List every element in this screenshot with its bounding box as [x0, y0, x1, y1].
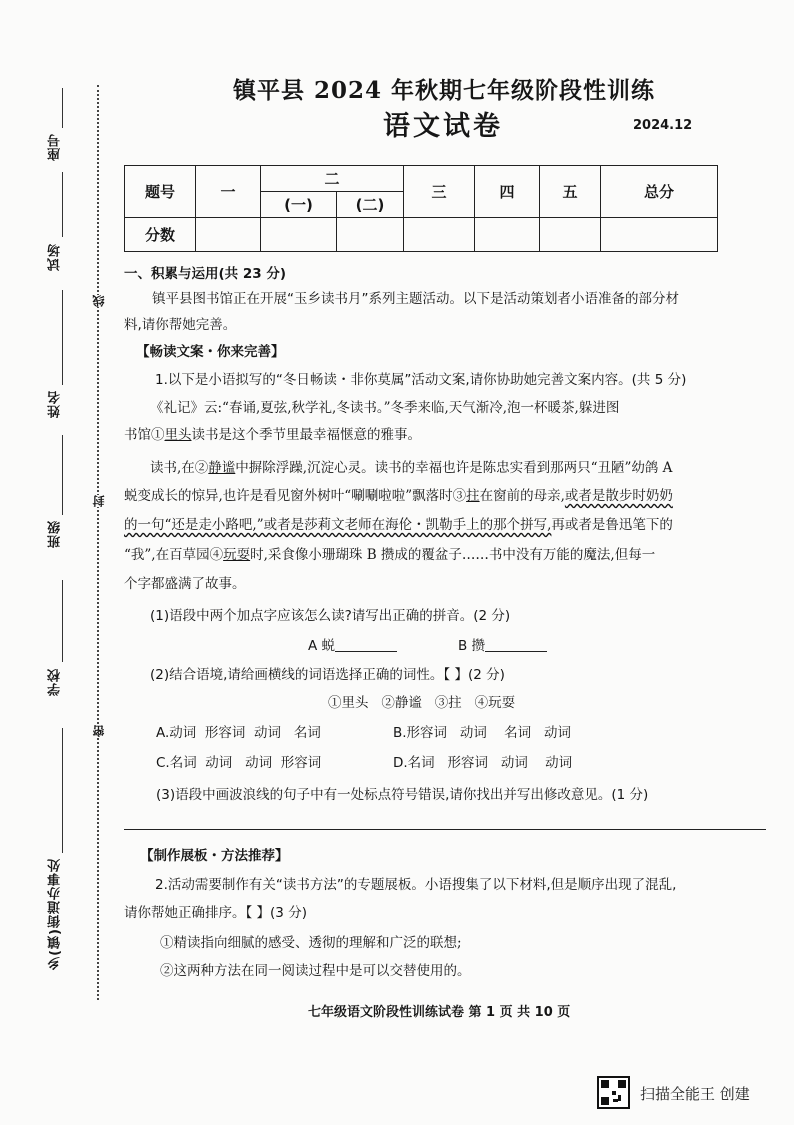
- score-header-q2-part1: (一): [261, 192, 337, 218]
- seat-line: [62, 88, 63, 128]
- name-label: 姓名: [48, 390, 63, 418]
- text-segment: 蜕变成长的惊异,也许是看见窗外树叶“唰唰啦啦”飘落时③: [124, 488, 467, 504]
- intro-line-2: 料,请你帮她完善。: [124, 317, 237, 333]
- score-table: [124, 165, 718, 252]
- answer-divider: [124, 829, 766, 830]
- passage-2-line-2: [124, 483, 770, 509]
- wavy-sentence: 的一句“还是走小路吧,”或者是莎莉文老师在海伦・凯勒手上的那个拼写,: [124, 517, 552, 533]
- text-segment: 时,采食像小珊瑚珠 B 攒成的覆盆子……书中没有万能的魔法,但每一: [250, 547, 656, 563]
- score-cell[interactable]: [337, 218, 404, 252]
- question-1-3: (3)语段中画波浪线的句子中有一处标点符号错误,请你找出并写出修改意见。(1 分): [156, 787, 649, 803]
- material-2: ②这两种方法在同一阅读过程中是可以交替使用的。: [160, 963, 471, 979]
- scanner-watermark: 扫描全能王 创建: [640, 1085, 750, 1103]
- subsection-heading-2: 【制作展板・方法推荐】: [140, 848, 289, 864]
- underlined-word: 里头: [164, 427, 192, 443]
- pinyin-a-blank[interactable]: [335, 637, 397, 652]
- score-cell[interactable]: [404, 218, 475, 252]
- township-label: 乡(镇)街道办事处: [48, 858, 63, 970]
- underlined-word: 静谧: [208, 460, 236, 476]
- score-cell[interactable]: [261, 218, 337, 252]
- name-line: [62, 290, 63, 385]
- pinyin-a: [308, 633, 397, 659]
- subsection-heading: 【畅读文案・你来完善】: [136, 344, 285, 360]
- qr-code-icon: [597, 1076, 630, 1109]
- text-segment: 书馆①: [124, 427, 165, 443]
- school-label: 学校: [48, 668, 63, 696]
- option-a[interactable]: A.动词 形容词 动词 名词: [156, 725, 321, 741]
- text-segment: “我”,在百草园④: [124, 547, 224, 563]
- passage-1-line-2: [124, 422, 770, 448]
- passage-2-line-1: [150, 455, 794, 481]
- score-header-q5: 五: [540, 166, 601, 218]
- option-d[interactable]: D.名词 形容词 动词 动词: [393, 755, 573, 771]
- score-cell[interactable]: [540, 218, 601, 252]
- wavy-sentence: 或者是散步时奶奶: [564, 488, 673, 504]
- score-row-label: 分数: [125, 218, 196, 252]
- pinyin-b-blank[interactable]: [485, 637, 547, 652]
- score-cell[interactable]: [601, 218, 718, 252]
- exam-room-label: 试场: [48, 243, 63, 271]
- passage-2-line-5: 个字都盛满了故事。: [124, 576, 246, 592]
- exam-title: 镇平县 2024 年秋期七年级阶段性训练: [233, 77, 656, 104]
- material-1: ①精读指向细腻的感受、透彻的理解和广泛的联想;: [160, 935, 462, 951]
- score-cell[interactable]: [475, 218, 540, 252]
- score-header-q3: 三: [404, 166, 475, 218]
- pinyin-b: [458, 633, 547, 659]
- question-1-1: (1)语段中两个加点字应该怎么读?请写出正确的拼音。(2 分): [150, 608, 511, 624]
- class-label: 班级: [48, 520, 63, 548]
- passage-2-line-4: [124, 542, 770, 568]
- pinyin-a-label: A 蜕: [308, 638, 336, 654]
- score-header-q4: 四: [475, 166, 540, 218]
- section-heading: 一、积累与运用(共 23 分): [124, 266, 287, 282]
- question-1-2: (2)结合语境,请给画横线的词语选择正确的词性。【 】(2 分): [150, 667, 505, 683]
- score-header-q2-part2: (二): [337, 192, 404, 218]
- word-list: ①里头 ②静谧 ③拄 ④玩耍: [328, 695, 516, 711]
- score-header-total: 总分: [601, 166, 718, 218]
- intro-line-1: 镇平县图书馆正在开展“玉乡读书月”系列主题活动。以下是活动策划者小语准备的部分材: [152, 291, 679, 307]
- underlined-word: 玩耍: [223, 547, 251, 563]
- text-segment: 中摒除浮躁,沉淀心灵。读书的幸福也许是陈忠实看到那两只“丑陋”幼鸽 A: [235, 460, 673, 476]
- text-segment: 在窗前的母亲,: [479, 488, 565, 504]
- question-2-line-2: 请你帮她正确排序。【 】(3 分): [124, 905, 307, 921]
- page-footer: 七年级语文阶段性训练试卷 第 1 页 共 10 页: [308, 1005, 571, 1020]
- cut-mark-seal: 封: [92, 495, 106, 507]
- passage-1-line-1: 《礼记》云:“春诵,夏弦,秋学礼,冬读书。”冬季来临,天气渐冷,泡一杯暖茶,躲进图: [150, 400, 620, 416]
- score-header-q1: 一: [196, 166, 261, 218]
- cut-mark-line: 线: [92, 295, 106, 307]
- option-b[interactable]: B.形容词 动词 名词 动词: [393, 725, 571, 741]
- pinyin-b-label: B 攒: [458, 638, 486, 654]
- text-segment: 再或者是鲁迅笔下的: [551, 517, 673, 533]
- option-c[interactable]: C.名词 动词 动词 形容词: [156, 755, 322, 771]
- passage-2-line-3: [124, 512, 770, 538]
- text-segment: 读书是这个季节里最幸福惬意的雅事。: [191, 427, 421, 443]
- question-1: 1.以下是小语拟写的“冬日畅读・非你莫属”活动文案,请你协助她完善文案内容。(共 5 分): [155, 372, 687, 388]
- underlined-word: 拄: [466, 488, 480, 504]
- exam-date: 2024.12: [633, 118, 693, 133]
- question-2-line-1: 2.活动需要制作有关“读书方法”的专题展板。小语搜集了以下材料,但是顺序出现了混乱,: [155, 877, 677, 893]
- score-header-q2: 二: [261, 166, 404, 192]
- text-segment: 读书,在②: [150, 460, 209, 476]
- exam-room-line: [62, 172, 63, 237]
- township-line: [62, 728, 63, 853]
- class-line: [62, 435, 63, 515]
- score-header-label: 题号: [125, 166, 196, 218]
- cut-mark-secret: 密: [92, 725, 106, 737]
- school-line: [62, 580, 63, 662]
- exam-subject: 语文试卷: [383, 111, 503, 142]
- binding-dotted-line: [97, 85, 99, 1000]
- score-cell[interactable]: [196, 218, 261, 252]
- seat-label: 座号: [48, 133, 63, 161]
